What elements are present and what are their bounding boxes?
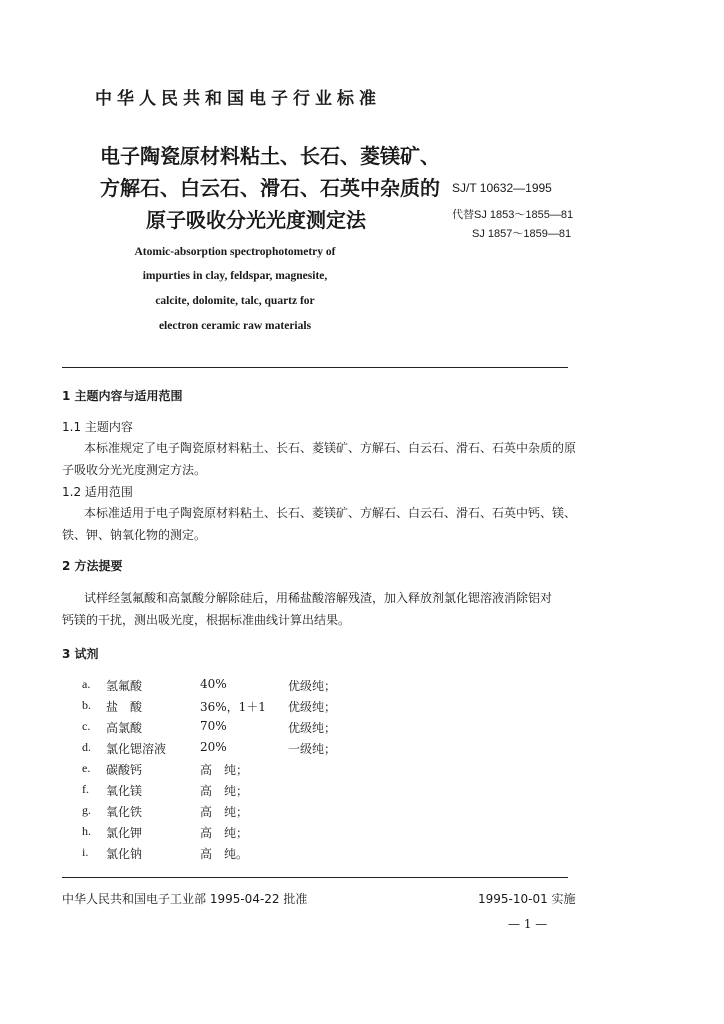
section-3-heading: 3 试剂 — [62, 647, 99, 661]
implementation-date: 1995-10-01 实施 — [478, 892, 576, 906]
reagent-name: 氯化钠 — [106, 847, 143, 861]
reagent-name: 碳酸钙 — [106, 763, 143, 777]
english-title-line-1: Atomic-absorption spectrophotometry of — [134, 246, 336, 258]
section-2-text-line-1: 试样经氢氟酸和高氯酸分解除硅后，用稀盐酸溶解残渣，加入释放剂氯化锶溶液消除铝对 — [84, 591, 553, 605]
document-title-line-1: 电子陶瓷原材料粘土、长石、菱镁矿、 — [100, 144, 440, 168]
reagent-name: 盐 酸 — [106, 700, 143, 714]
reagent-index: a. — [82, 677, 91, 691]
reagent-spec: 36%，1＋1 — [200, 700, 266, 714]
document-title-line-2: 方解石、白云石、滑石、石英中杂质的 — [100, 176, 440, 200]
section-1-1-text-line-1: 本标准规定了电子陶瓷原材料粘土、长石、菱镁矿、方解石、白云石、滑石、石英中杂质的原 — [84, 441, 577, 455]
standard-number: SJ/T 10632—1995 — [452, 181, 552, 195]
reagent-index: f. — [82, 782, 89, 796]
reagent-spec: 高 纯； — [200, 784, 249, 798]
section-1-2-text-line-2: 铁、钾、钠氧化物的测定。 — [62, 528, 207, 542]
reagent-name: 氧化铁 — [106, 805, 143, 819]
section-2-text-line-2: 钙镁的干扰，测出吸光度，根据标准曲线计算出结果。 — [62, 613, 351, 627]
reagent-index: b. — [82, 698, 91, 712]
english-title-line-4: electron ceramic raw materials — [158, 320, 312, 332]
approval-note: 中华人民共和国电子工业部 1995-04-22 批准 — [62, 892, 308, 906]
standard-header: 中华人民共和国电子行业标准 — [95, 89, 381, 109]
reagent-name: 氢氟酸 — [106, 679, 143, 693]
reagent-index: c. — [82, 719, 91, 733]
reagent-spec: 70% — [200, 719, 227, 733]
reagent-spec: 高 纯。 — [200, 847, 249, 861]
reagent-index: e. — [82, 761, 91, 775]
section-1-1-heading: 1.1 主题内容 — [62, 420, 133, 434]
replaces-standard-1: 代替SJ 1853～1855—81 — [452, 209, 574, 221]
reagent-name: 高氯酸 — [106, 721, 143, 735]
reagent-index: i. — [82, 845, 89, 859]
reagent-index: h. — [82, 824, 91, 838]
reagent-spec: 20% — [200, 740, 227, 754]
section-1-heading: 1 主题内容与适用范围 — [62, 389, 183, 403]
reagent-grade: 优级纯； — [288, 700, 337, 714]
header-divider — [62, 367, 568, 368]
section-2-heading: 2 方法提要 — [62, 559, 123, 573]
reagent-name: 氯化锶溶液 — [106, 742, 167, 756]
section-1-2-text-line-1: 本标准适用于电子陶瓷原材料粘土、长石、菱镁矿、方解石、白云石、滑石、石英中钙、镁、 — [84, 506, 577, 520]
reagent-spec: 高 纯； — [200, 805, 249, 819]
document-title-line-3: 原子吸收分光光度测定法 — [146, 208, 366, 232]
section-1-2-heading: 1.2 适用范围 — [62, 485, 133, 499]
reagent-index: d. — [82, 740, 91, 754]
english-title-line-2: impurties in clay, feldspar, magnesite, — [142, 270, 328, 282]
reagent-name: 氧化镁 — [106, 784, 143, 798]
reagent-grade: 优级纯； — [288, 679, 337, 693]
reagent-spec: 40% — [200, 677, 227, 691]
section-1-1-text-line-2: 子吸收分光光度测定方法。 — [62, 463, 207, 477]
reagent-name: 氯化钾 — [106, 826, 143, 840]
reagent-grade: 一级纯； — [288, 742, 337, 756]
reagent-index: g. — [82, 803, 91, 817]
english-title-line-3: calcite, dolomite, talc, quartz for — [155, 295, 315, 307]
page-number: — 1 — — [508, 917, 548, 931]
footer-divider — [62, 877, 568, 878]
reagent-spec: 高 纯； — [200, 826, 249, 840]
reagent-grade: 优级纯； — [288, 721, 337, 735]
reagent-spec: 高 纯； — [200, 763, 249, 777]
replaces-standard-2: SJ 1857～1859—81 — [472, 228, 572, 240]
